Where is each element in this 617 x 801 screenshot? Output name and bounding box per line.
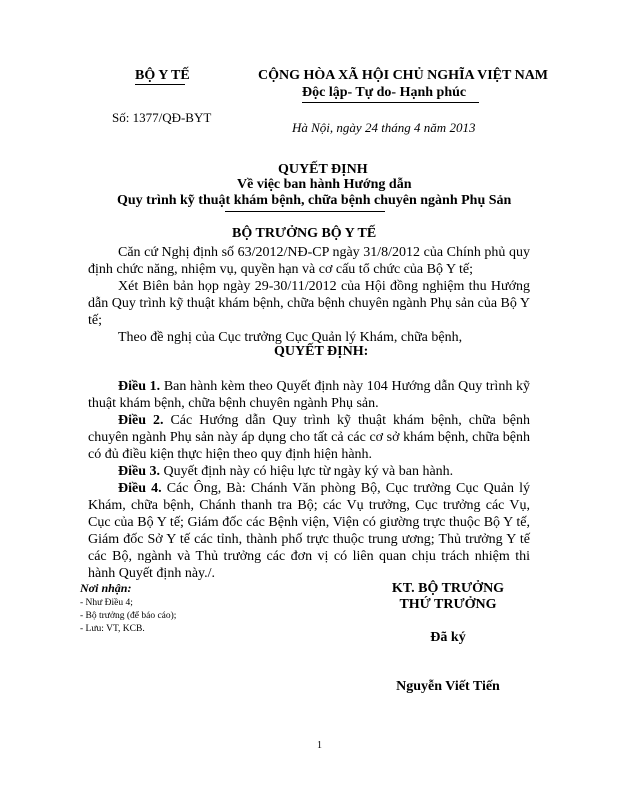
title-subject-2: Quy trình kỹ thuật khám bệnh, chữa bệnh chuyên ngành Phụ Sản: [117, 193, 512, 208]
preamble: [88, 244, 530, 346]
recipients-heading: Nơi nhận:: [80, 581, 132, 595]
article-1-label: Điều 1.: [118, 379, 161, 394]
article-2-label: Điều 2.: [118, 413, 164, 428]
signature-title-1: KT. BỘ TRƯỞNG: [391, 581, 505, 596]
preamble-legal-basis: Căn cứ Nghị định số 63/2012/NĐ-CP ngày 31/8/2012 của Chính phủ quy định chức năng, nhiệm vụ, quyền hạn và cơ cấu tổ chức của Bộ Y tế;: [88, 245, 530, 277]
document-number: Số: 1377/QĐ-BYT: [112, 110, 212, 125]
article-4: [88, 480, 530, 582]
ministry-underline: [135, 84, 185, 85]
page-number: 1: [317, 740, 322, 751]
country-name: CỘNG HÒA XÃ HỘI CHỦ NGHĨA VIỆT NAM: [258, 68, 549, 83]
recipient-item: - Như Điều 4;: [80, 598, 133, 608]
recipient-item: - Bộ trưởng (để báo cáo);: [80, 611, 177, 621]
title-subject-1: Về việc ban hành Hướng dẫn: [237, 177, 412, 192]
recipients-list: [80, 597, 176, 636]
ministry-name: BỘ Y TẾ: [135, 68, 190, 83]
document-title: QUYẾT ĐỊNH: [278, 162, 368, 177]
signature-title-2: THỨ TRƯỞNG: [399, 597, 497, 612]
preamble-meeting: Xét Biên bản họp ngày 29-30/11/2012 của Hội đồng nghiệm thu Hướng dẫn Quy trình kỹ thuật khám bệnh, chữa bệnh chuyên ngành Phụ sản của Bộ Y tế;: [88, 279, 530, 328]
article-2: [88, 412, 530, 463]
recipient-item: - Lưu: VT, KCB.: [80, 624, 145, 634]
article-4-text: Các Ông, Bà: Chánh Văn phòng Bộ, Cục trưởng Cục Quản lý Khám, chữa bệnh, Chánh thanh tra Bộ; các Vụ trưởng, Cục trưởng các Vụ, Cục của Bộ Y tế; Giám đốc các Bệnh viện, Viện có giường trực thuộc Bộ Y tế, Giám đốc Sở Y tế các tỉnh, thành phố trực thuộc trung ương; Thủ trưởng Y tế các Bộ, ngành và Thủ trưởng các đơn vị có liên quan chịu trách nhiệm thi hành Quyết định này./.: [88, 481, 531, 581]
title-underline: [225, 211, 385, 212]
articles: [88, 378, 530, 582]
article-4-label: Điều 4.: [118, 481, 162, 496]
preamble-proposal: Theo đề nghị của Cục trưởng Cục Quản lý Khám, chữa bệnh,: [118, 330, 463, 345]
signed-mark: Đã ký: [430, 630, 466, 645]
decision-heading: QUYẾT ĐỊNH:: [274, 344, 369, 359]
article-3-label: Điều 3.: [118, 464, 160, 479]
article-3-text: Quyết định này có hiệu lực từ ngày ký và ban hành.: [160, 464, 454, 479]
article-2-text: Các Hướng dẫn Quy trình kỹ thuật khám bệnh, chữa bệnh chuyên ngành Phụ sản này áp dụng cho tất cả các cơ sở khám bệnh, chữa bệnh có đủ điều kiện thực hiện theo quy định hiện hành.: [88, 413, 530, 462]
national-motto: Độc lập- Tự do- Hạnh phúc: [302, 85, 467, 100]
motto-underline: [302, 102, 479, 103]
article-3: [88, 463, 530, 480]
article-1-text: Ban hành kèm theo Quyết định này 104 Hướng dẫn Quy trình kỹ thuật khám bệnh, chữa bệnh chuyên ngành Phụ sản.: [88, 379, 530, 411]
issuing-authority: BỘ TRƯỞNG BỘ Y TẾ: [232, 226, 377, 241]
signer-name: Nguyễn Viết Tiến: [396, 679, 500, 694]
article-1: [88, 378, 530, 412]
place-date: Hà Nội, ngày 24 tháng 4 năm 2013: [292, 120, 476, 135]
